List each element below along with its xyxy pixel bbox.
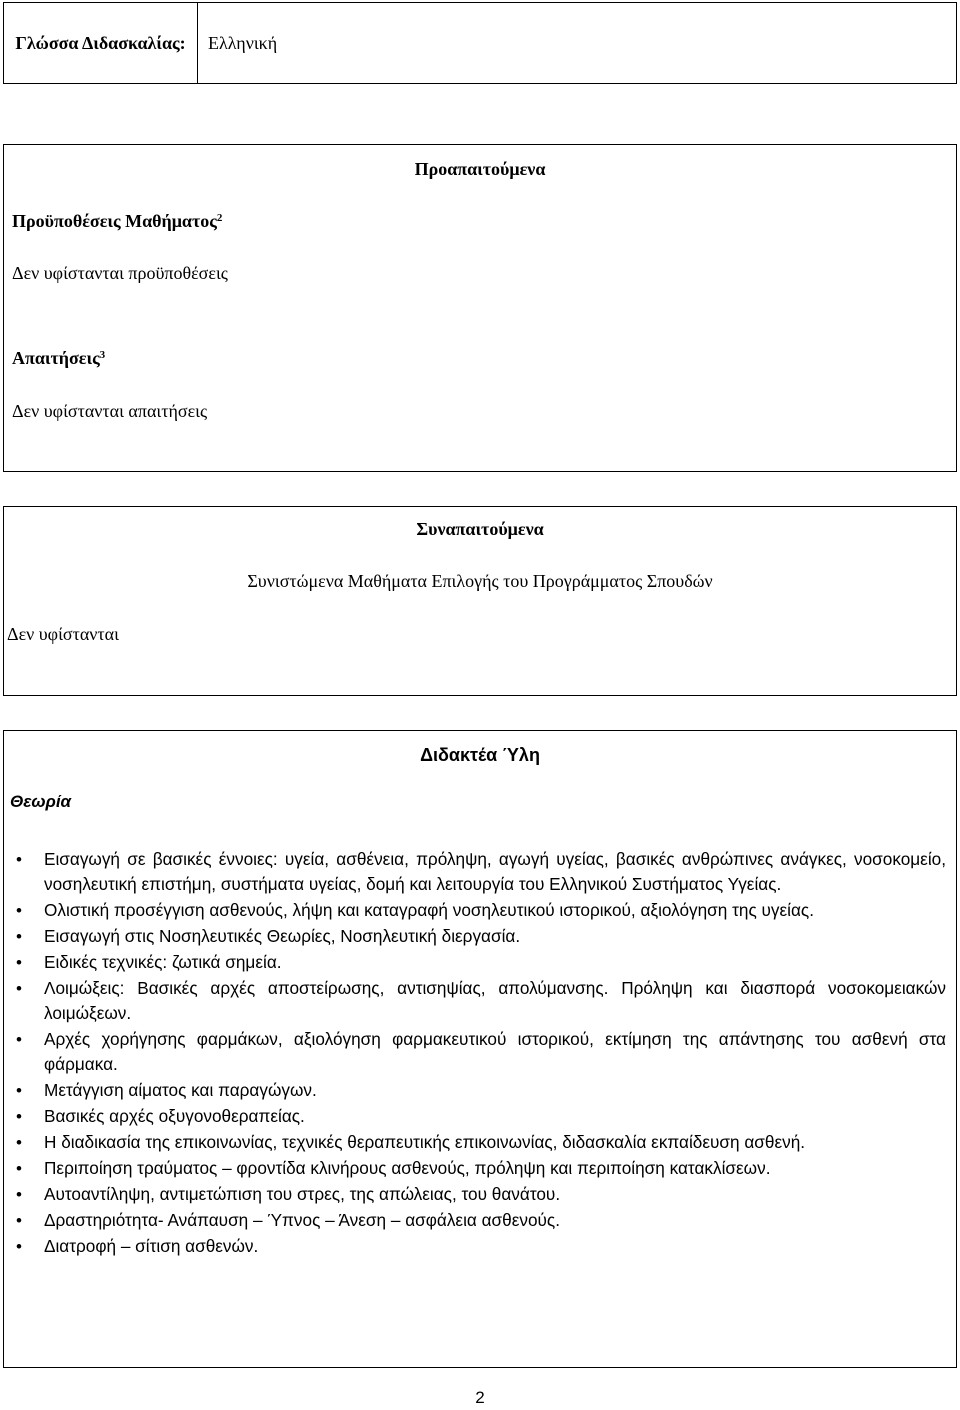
topic-item bbox=[12, 1027, 946, 1077]
topic-item bbox=[12, 950, 946, 975]
requirements-value: Δεν υφίστανται απαιτήσεις bbox=[12, 401, 208, 421]
topic-text: Διατροφή – σίτιση ασθενών. bbox=[44, 1236, 259, 1256]
topic-text: Δραστηριότητα- Ανάπαυση – Ύπνος – Άνεση – ασφάλεια ασθενούς. bbox=[44, 1210, 560, 1230]
topic-text: Περιποίηση τραύματος – φροντίδα κλινήρους ασθενούς, πρόληψη και περιποίηση κατακλίσεων. bbox=[44, 1158, 771, 1178]
bullet-icon: • bbox=[16, 1237, 22, 1256]
bullet-icon: • bbox=[16, 1211, 22, 1230]
topic-text: Ειδικές τεχνικές: ζωτικά σημεία. bbox=[44, 952, 282, 972]
corequisites-title: Συναπαιτούμενα bbox=[416, 519, 544, 539]
topic-item bbox=[12, 1130, 946, 1155]
topic-item bbox=[12, 1156, 946, 1181]
language-value: Ελληνική bbox=[208, 32, 278, 53]
topic-item bbox=[12, 1208, 946, 1233]
bullet-icon: • bbox=[16, 1133, 22, 1152]
bullet-icon: • bbox=[16, 1030, 22, 1049]
prerequisites-section bbox=[3, 144, 957, 472]
bullet-icon: • bbox=[16, 953, 22, 972]
topic-item bbox=[12, 1104, 946, 1129]
theory-heading: Θεωρία bbox=[10, 792, 72, 811]
language-label: Γλώσσα Διδασκαλίας: bbox=[4, 3, 198, 83]
bullet-icon: • bbox=[16, 979, 22, 998]
bullet-icon: • bbox=[16, 1107, 22, 1126]
page-number: 2 bbox=[475, 1388, 485, 1407]
requirements-label: Απαιτήσεις$^3$ bbox=[12, 348, 106, 368]
bullet-icon: • bbox=[16, 1159, 22, 1178]
prerequisites-title: Προαπαιτούμενα bbox=[414, 159, 546, 179]
topic-text: Μετάγγιση αίματος και παραγώγων. bbox=[44, 1080, 317, 1100]
language-table bbox=[3, 2, 957, 84]
topic-text: Αρχές χορήγησης φαρμάκων, αξιολόγηση φαρμακευτικού ιστορικού, εκτίμηση της απάντησης του ασθενή στα φάρμακα. bbox=[44, 1029, 946, 1074]
conditions-footnote: 2 bbox=[216, 212, 223, 224]
topic-item bbox=[12, 924, 946, 949]
corequisites-subtitle: Συνιστώμενα Μαθήματα Επιλογής του Προγράμματος Σπουδών bbox=[247, 571, 713, 591]
topic-text: Αυτοαντίληψη, αντιμετώπιση του στρες, της απώλειας, του θανάτου. bbox=[44, 1184, 561, 1204]
corequisites-section bbox=[3, 506, 957, 696]
topic-item bbox=[12, 976, 946, 1026]
topic-text: Εισαγωγή σε βασικές έννοιες: υγεία, ασθένεια, πρόληψη, αγωγή υγείας, βασικές ανθρώπινες ανάγκες, νοσοκομείο, νοσηλευτική επιστήμη, συστήματα υγείας, δομή και λειτουργία του Ελληνικού Συστήματος Υγείας. bbox=[44, 849, 946, 894]
corequisites-value: Δεν υφίστανται bbox=[7, 624, 119, 644]
topic-text: Εισαγωγή στις Νοσηλευτικές Θεωρίες, Νοσηλευτική διεργασία. bbox=[44, 926, 521, 946]
conditions-value: Δεν υφίστανται προϋποθέσεις bbox=[12, 263, 228, 283]
requirements-footnote: 3 bbox=[99, 349, 106, 361]
bullet-icon: • bbox=[16, 1185, 22, 1204]
topic-item bbox=[12, 1078, 946, 1103]
topics-list bbox=[12, 847, 946, 1260]
bullet-icon: • bbox=[16, 927, 22, 946]
topic-text: Η διαδικασία της επικοινωνίας, τεχνικές θεραπευτικής επικοινωνίας, διδασκαλία εκπαίδευση ασθενή. bbox=[44, 1132, 806, 1152]
conditions-label: Προϋποθέσεις Μαθήματος$^2$ bbox=[12, 211, 223, 231]
topic-item bbox=[12, 847, 946, 897]
material-section bbox=[3, 730, 957, 1368]
bullet-icon: • bbox=[16, 901, 22, 920]
bullet-icon: • bbox=[16, 850, 22, 869]
topic-item bbox=[12, 898, 946, 923]
material-title: Διδακτέα Ύλη bbox=[420, 745, 540, 765]
topic-item bbox=[12, 1182, 946, 1207]
topic-item bbox=[12, 1234, 946, 1259]
topic-text: Λοιμώξεις: Βασικές αρχές αποστείρωσης, αντισηψίας, απολύμανσης. Πρόληψη και διασπορά νοσοκομειακών λοιμώξεων. bbox=[44, 978, 946, 1023]
topic-text: Βασικές αρχές οξυγονοθεραπείας. bbox=[44, 1106, 305, 1126]
bullet-icon: • bbox=[16, 1081, 22, 1100]
topic-text: Ολιστική προσέγγιση ασθενούς, λήψη και καταγραφή νοσηλευτικού ιστορικού, αξιολόγηση της υγείας. bbox=[44, 900, 814, 920]
